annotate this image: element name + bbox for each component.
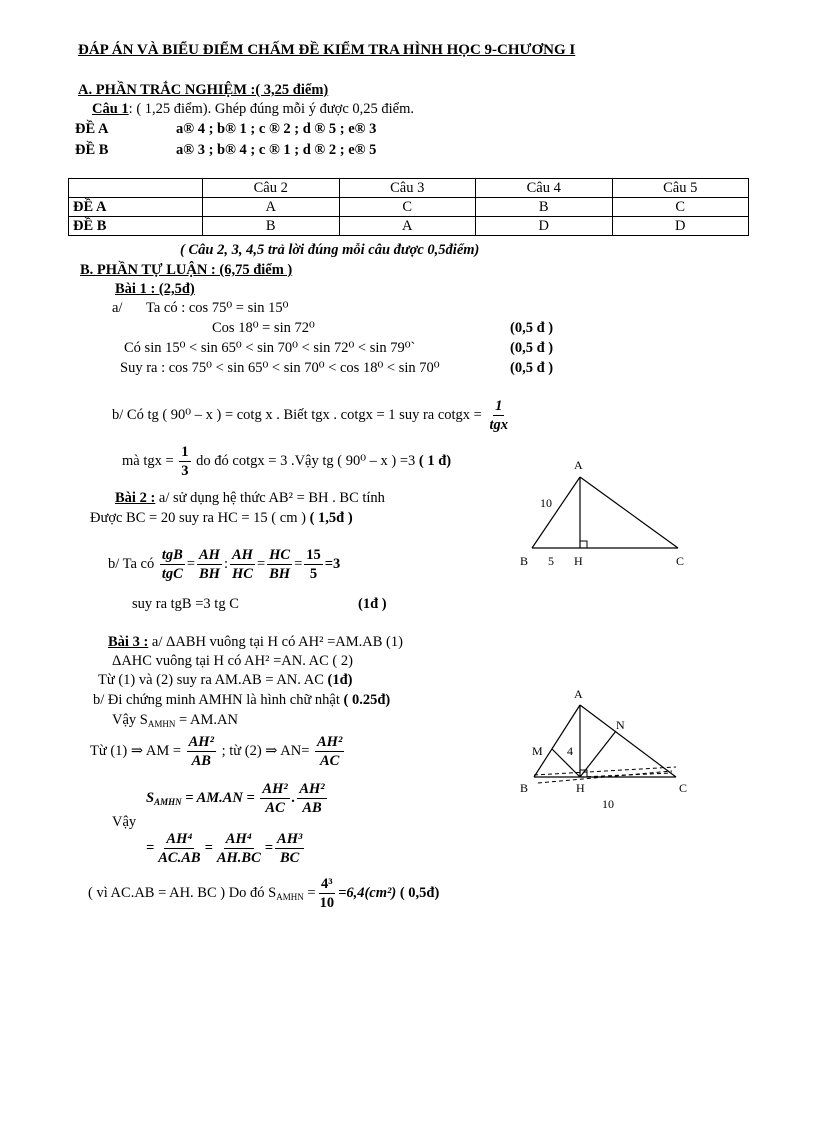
table-row xyxy=(69,198,749,217)
cau1-text: : ( 1,25 điểm). Ghép đúng mỗi ý được 0,25 điểm. xyxy=(128,101,415,117)
bai3-s-line: $S_{AMHN} = AM.AN$ = $\frac{\text{AH²}}{AC}$ . $\frac{\text{AH²}}{AB}$ xyxy=(146,781,325,816)
bai1-label: Bài 1 : (2,5đ) xyxy=(115,281,195,297)
label-h: H xyxy=(576,781,585,795)
fraction xyxy=(197,546,222,583)
fraction-den: BH xyxy=(269,566,291,582)
bai1-b2-points: ( 1 đ) xyxy=(418,452,452,469)
bai2-eq-end: =3 xyxy=(324,555,341,572)
bai1-line3: Có sin 15⁰ < sin 65⁰ < sin 70⁰ < sin 72⁰ < sin 79⁰` xyxy=(124,340,416,356)
fraction-num: AH² xyxy=(262,781,288,797)
fraction-num: 1 xyxy=(495,398,503,414)
page-title: ĐÁP ÁN VÀ BIỂU ĐIỂM CHẤM ĐỀ KIỂM TRA HÌNH HỌC 9-CHƯƠNG I xyxy=(78,42,576,58)
bai2-b-line2 xyxy=(132,596,239,613)
fraction-den: 3 xyxy=(181,463,189,479)
bai2-label: Bài 2 : xyxy=(115,490,156,506)
bai3-figure xyxy=(512,683,702,813)
table-cell: Câu 5 xyxy=(612,179,749,198)
fraction xyxy=(179,443,190,480)
fraction xyxy=(304,546,323,583)
fraction xyxy=(160,546,185,583)
part-a-note: ( Câu 2, 3, 4,5 trả lời đúng mỗi câu được 0,5điểm) xyxy=(180,242,480,258)
bai3-final-points: ( 0,5đ) xyxy=(399,884,440,901)
fraction-num: 15 xyxy=(306,547,321,563)
fraction xyxy=(267,546,292,583)
bai3-line2: ΔAHC vuông tại H có AH² =AN. AC ( 2) xyxy=(112,653,353,669)
bai3-vay: Vậy xyxy=(112,814,137,830)
fraction xyxy=(315,733,344,770)
fraction-den: AC.AB xyxy=(158,850,201,866)
bai2-figure xyxy=(510,455,690,570)
bai3-line4 xyxy=(93,692,390,709)
table-cell: Câu 4 xyxy=(476,179,613,198)
bai1-line1: Ta có : cos 75⁰ = sin 15⁰ xyxy=(146,300,289,316)
bai1-b2-pre: mà tgx = xyxy=(122,452,174,469)
fraction-num: AH² xyxy=(299,781,325,797)
fraction-num: 1 xyxy=(181,444,189,460)
table-cell: B xyxy=(203,217,340,236)
de-a-label: ĐỀ A xyxy=(75,121,109,137)
fraction-den: tgC xyxy=(161,566,183,582)
table-cell: C xyxy=(339,198,476,217)
label-a: A xyxy=(574,458,583,472)
bai3-tu2: ; từ (2) ⇒ AN= xyxy=(221,742,310,759)
fraction-den: AH.BC xyxy=(216,850,261,866)
bai2-b-pre: b/ Ta có xyxy=(108,555,155,572)
fraction xyxy=(230,546,255,583)
fraction-den: BH xyxy=(199,566,220,582)
fraction-den: AC xyxy=(265,800,285,816)
fraction-den: 5 xyxy=(309,566,318,582)
bai1-points1: (0,5 đ ) xyxy=(510,320,554,336)
fraction xyxy=(215,830,263,867)
cau1-line xyxy=(92,101,414,118)
part-a-heading: A. PHẦN TRẮC NGHIỆM :( 3,25 điểm) xyxy=(78,82,329,98)
table-cell xyxy=(69,179,203,198)
table-cell: Câu 2 xyxy=(203,179,340,198)
bai3-final-val: =6,4(cm²) xyxy=(338,884,397,901)
bai3-text4: b/ Đi chứng minh AMHN là hình chữ nhật xyxy=(93,692,340,708)
part-b-heading: B. PHẦN TỰ LUẬN : (6,75 điểm ) xyxy=(80,262,293,278)
bai1-line2: Cos 18⁰ = sin 72⁰ xyxy=(212,320,315,336)
bai3-label: Bài 3 : xyxy=(108,634,149,650)
fraction xyxy=(487,397,510,434)
fraction-den: tgx xyxy=(489,417,509,433)
table-row xyxy=(69,179,749,198)
fraction xyxy=(260,780,289,817)
bai3-line5-sub: AMHN xyxy=(147,719,176,729)
bai2-a-text2: Được BC = 20 suy ra HC = 15 ( cm ) xyxy=(90,510,306,526)
bai3-line5 xyxy=(112,712,238,729)
fraction-num: tgB xyxy=(161,547,183,563)
de-a-answers: a® 4 ; b® 1 ; c ® 2 ; d ® 5 ; e® 3 xyxy=(176,121,377,137)
bai3-tu1: Từ (1) ⇒ AM = xyxy=(90,742,182,759)
bai2-b-text: suy ra tgB =3 tg C xyxy=(132,596,239,612)
label-m: M xyxy=(532,744,543,758)
table-cell: D xyxy=(612,217,749,236)
bai1-a-prefix: a/ xyxy=(112,300,123,316)
label-ab: 10 xyxy=(540,496,552,510)
bai1-b-text: b/ Có tg ( 90⁰ – x ) = cotg x . Biết tgx . cotgx = 1 suy ra cotgx = xyxy=(112,406,482,423)
table-cell: C xyxy=(612,198,749,217)
table-cell: B xyxy=(476,198,613,217)
fraction xyxy=(156,830,202,867)
table-cell: A xyxy=(203,198,340,217)
fraction xyxy=(275,830,304,867)
bai2-a-points: ( 1,5đ ) xyxy=(309,510,353,526)
label-bc: 10 xyxy=(602,797,614,811)
answer-table xyxy=(68,178,749,236)
fraction xyxy=(318,875,337,912)
bai3-line4-points: ( 0.25đ) xyxy=(343,692,391,708)
bai2-b-line: b/ Ta có $\frac{\text{tgB}}{\text{tgC}}$ = $\frac{AH}{BH}$ : $\frac{AH}{HC}$ = $\frac{HC}{BH}$ = $\frac{15}{5}$ =3 xyxy=(108,547,341,582)
fraction-den: BC xyxy=(280,850,300,866)
label-h: H xyxy=(574,554,583,568)
fraction xyxy=(187,733,216,770)
bai1-b2-line xyxy=(122,443,451,480)
bai3-am-an-line xyxy=(90,733,346,770)
bai3-v-line: = $\frac{\text{AH⁴}}{AC.AB}$ = $\frac{\text{AH⁴}}{AH.BC}$ = $\frac{\text{AH³}}{BC}$ xyxy=(146,831,303,866)
bai2-a-text: a/ sử dụng hệ thức AB² = BH . BC tính xyxy=(158,490,385,506)
fraction-num: AH⁴ xyxy=(166,831,193,847)
bai1-b-line xyxy=(112,397,512,434)
fraction-den: AB xyxy=(191,753,211,769)
table-cell: Câu 3 xyxy=(339,179,476,198)
fraction-num: AH² xyxy=(188,734,214,750)
bai3-s-sub: AMHN xyxy=(154,796,182,807)
label-n: N xyxy=(616,718,625,732)
bai3-text1: a/ ΔABH vuông tại H có AH² =AM.AB (1) xyxy=(151,634,403,650)
fraction-den: AB xyxy=(302,800,322,816)
label-c: C xyxy=(676,554,685,568)
table-row xyxy=(69,217,749,236)
fraction-num: AH xyxy=(199,547,220,563)
de-b-label: ĐỀ B xyxy=(75,142,109,158)
bai3-final-sub: AMHN xyxy=(276,891,304,902)
table-cell: ĐỀ B xyxy=(69,217,203,236)
bai3-line1 xyxy=(108,634,403,651)
fraction-num: HC xyxy=(269,547,291,563)
bai3-s-mid: = AM.AN = xyxy=(185,789,255,806)
fraction-num: AH³ xyxy=(277,831,303,847)
bai3-final-line: ( vì AC.AB = AH. BC ) Do đó $S_{AMHN}$ = $\frac{\text{4³}}{10}$ =6,4(cm²) ( 0,5đ) xyxy=(88,876,440,911)
bai3-line5-end: = AM.AN xyxy=(179,712,238,728)
label-a: A xyxy=(574,687,583,701)
fraction-den: AC xyxy=(319,753,340,769)
bai1-b2-post: do đó cotgx = 3 .Vậy tg ( 90⁰ – x ) =3 xyxy=(196,452,416,469)
bai2-line1 xyxy=(115,490,385,507)
fraction-num: AH xyxy=(231,547,253,563)
fraction-den: HC xyxy=(231,566,253,582)
bai2-b-points: (1đ ) xyxy=(358,596,387,612)
fraction-num: 4³ xyxy=(321,876,333,892)
bai3-line3 xyxy=(98,672,352,689)
label-c: C xyxy=(679,781,688,795)
fraction-den: 10 xyxy=(319,895,335,911)
bai3-line5-pre: Vậy S xyxy=(112,712,148,728)
bai1-points3: (0,5 đ ) xyxy=(510,360,554,376)
label-bh: 5 xyxy=(548,554,554,568)
fraction-num: AH² xyxy=(317,734,343,750)
table-cell: D xyxy=(476,217,613,236)
bai1-line4: Suy ra : cos 75⁰ < sin 65⁰ < sin 70⁰ < cos 18⁰ < sin 70⁰ xyxy=(120,360,440,376)
de-b-answers: a® 3 ; b® 4 ; c ® 1 ; d ® 2 ; e® 5 xyxy=(176,142,377,158)
label-b: B xyxy=(520,781,529,795)
bai1-points2: (0,5 đ ) xyxy=(510,340,554,356)
bai2-line2 xyxy=(90,510,353,527)
bai3-text3: Từ (1) và (2) suy ra AM.AB = AN. AC xyxy=(98,672,324,688)
bai3-line3-points: (1đ) xyxy=(327,672,353,688)
label-b: B xyxy=(520,554,529,568)
fraction xyxy=(297,780,326,817)
bai3-final-pre: ( vì AC.AB = AH. BC ) Do đó S xyxy=(88,884,277,901)
fraction-num: AH⁴ xyxy=(225,831,252,847)
table-cell: ĐỀ A xyxy=(69,198,203,217)
table-cell: A xyxy=(339,217,476,236)
label-ah: 4 xyxy=(567,744,573,758)
cau1-label: Câu 1 xyxy=(92,101,129,117)
bai3-s-label: S xyxy=(146,789,155,806)
